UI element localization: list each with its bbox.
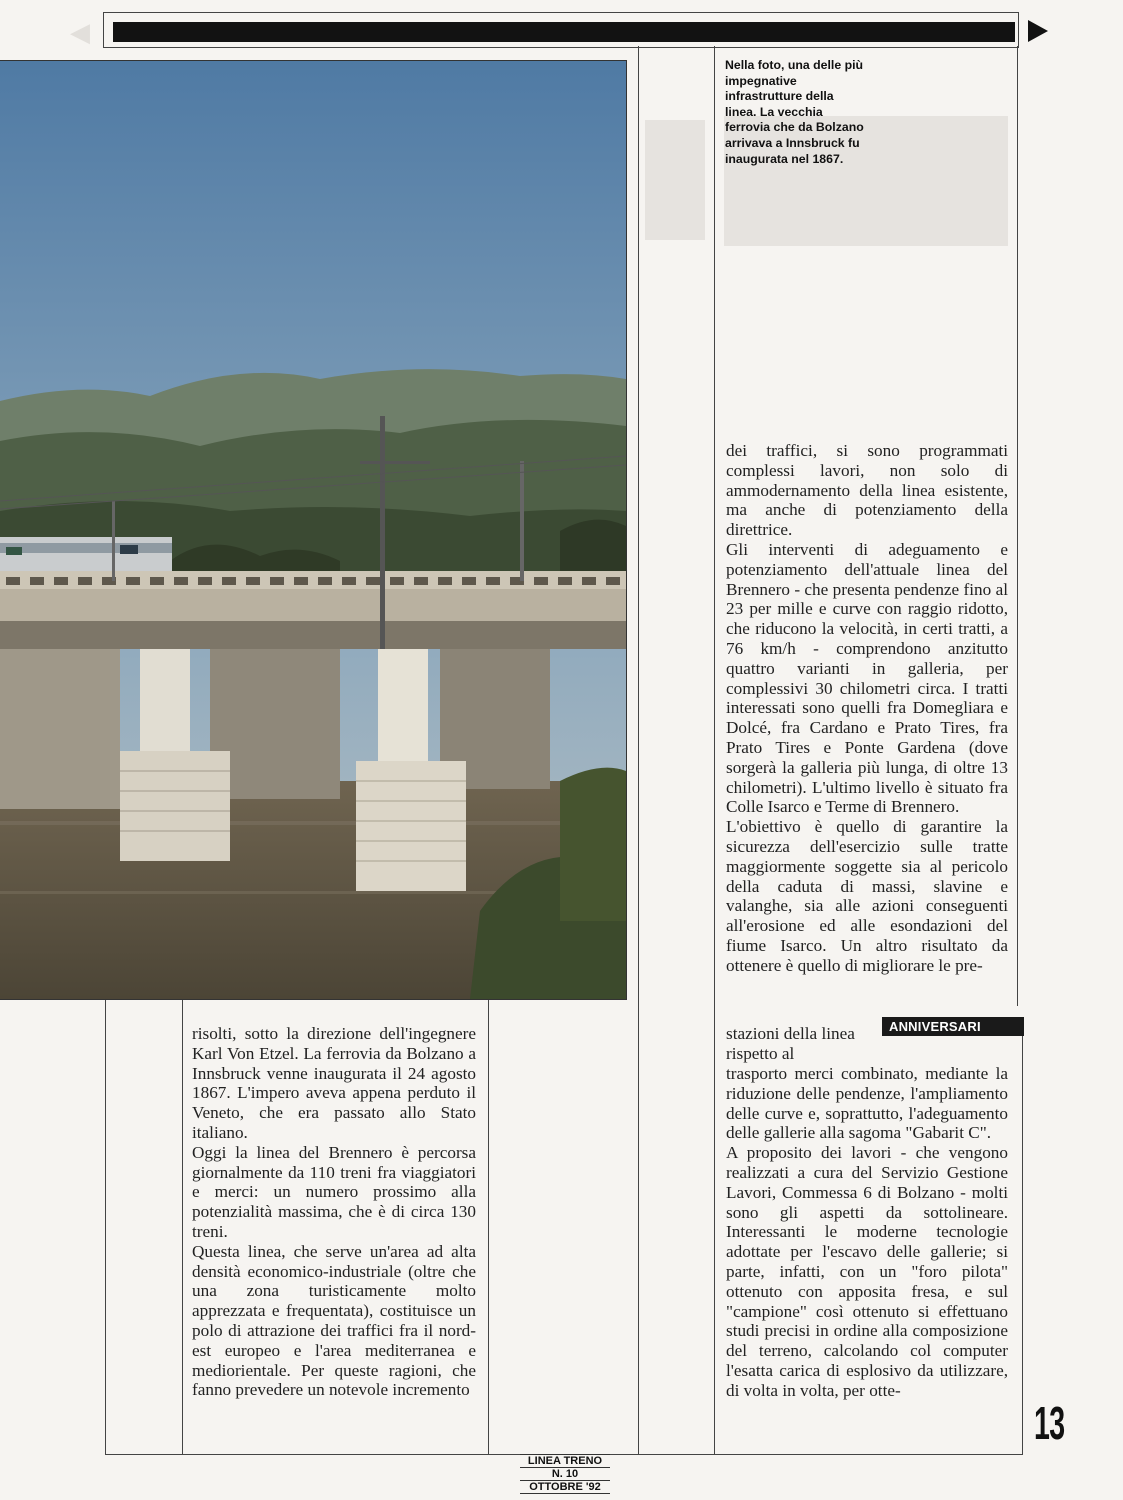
paragraph: dei traffici, si sono programmati complessi lavori, non solo di ammodernamento della linea esistente, ma anche di potenziamento della direttrice.: [726, 441, 1008, 540]
page-number: 13: [1034, 1397, 1065, 1449]
triangle-right-icon: [1028, 20, 1048, 42]
footer-title: LINEA TRENO: [520, 1454, 610, 1467]
column-rule: [714, 46, 715, 1454]
paragraph: Oggi la linea del Brennero è percorsa giornalmente da 110 treni fra viaggiatori e merci: un numero prossimo alla potenzialità massima, che è di circa 130 treni.: [192, 1142, 476, 1241]
magazine-footer: [520, 1454, 610, 1494]
paragraph: Gli interventi di adeguamento e potenziamento dell'attuale linea del Brennero - che presenta pendenze fino al 23 per mille e curve con raggio ridotto, che riducono la velocità, in certi tratti, a 76 km/h - comprendono anzitutto quattro varianti in galleria, per complessivi 30 chilometri circa. I tratti interessati sono quelli fra Domegliara e Dolcé, fra Cardano e Prato Tires, fra Prato Tires e Ponte Gardena (dove sorgerà la galleria più lunga, di oltre 13 chilometri). L'ultimo livello è situato fra Colle Isarco e Terme di Brennero.: [726, 539, 1008, 817]
paragraph: L'obiettivo è quello di garantire la sicurezza dell'esercizio sulle tratte maggiormente soggette sia al pericolo della caduta di massi, slavine e valanghe, sia alle azioni conseguenti all'erosione ed alle esondazioni del fiume Isarco. Un altro risultato da ottenere è quello di migliorare le pre-: [726, 817, 1008, 975]
paragraph: risolti, sotto la direzione dell'ingegnere Karl Von Etzel. La ferrovia da Bolzano a Innsbruck venne inaugurata il 24 agosto 1867. L'impero aveva appena perduto il Veneto, che era passato allo Stato italiano.: [192, 1024, 476, 1142]
paragraph: A proposito dei lavori - che vengono realizzati a cura del Servizio Gestione Lavori, Commessa 6 di Bolzano - molti sono gli aspetti da sottolineare. Interessanti le moderne tecnologie adottate per l'escavo delle gallerie; si parte, infatti, con un "foro pilota" ottenuto con apposita fresa, e sul "campione" così ottenuto si effettuano studi precisi in ordine alla composizione del terreno, calcolando col computer l'esatta carica di esplosivo da utilizzare, di volta in volta, per otte-: [726, 1143, 1008, 1400]
footer-issue: N. 10: [520, 1467, 610, 1480]
header-bar: [113, 22, 1015, 42]
section-tag: ANNIVERSARI: [882, 1017, 1024, 1036]
column-rule: [105, 998, 106, 1454]
paragraph: stazioni della linea rispetto al: [726, 1024, 855, 1063]
article-column-right: [726, 441, 1008, 976]
bridge-over-river-photo: [0, 60, 627, 1000]
column-rule: [1017, 46, 1018, 1006]
photo-caption: Nella foto, una delle più impegnative infrastrutture della linea. La vecchia ferrovia che da Bolzano arrivava a Innsbruck fu inaugurata nel 1867.: [725, 58, 864, 166]
column-rule: [488, 998, 489, 1454]
article-column-right-bottom: [726, 1064, 1008, 1401]
paragraph: Questa linea, che serve un'area ad alta densità economico-industriale (oltre che una zona turisticamente molto apprezzata e frequentata), costituisce un polo di attrazione dei traffici fra il nord-est europeo e l'area mediterranea e mediorientale. Per queste ragioni, che fanno prevedere un notevole incremento: [192, 1241, 476, 1400]
article-column-left: [192, 1024, 476, 1400]
paragraph: trasporto merci combinato, mediante la riduzione delle pendenze, l'ampliamento delle curve e, soprattutto, l'adeguamento delle gallerie alla sagoma "Gabarit C".: [726, 1064, 1008, 1143]
column-rule: [638, 46, 639, 1454]
bleed-through-box: [645, 120, 705, 240]
column-rule: [1022, 1036, 1023, 1454]
article-column-right-narrow: [726, 1024, 876, 1064]
photo-image: [0, 61, 626, 999]
triangle-left-icon: ◀: [70, 18, 90, 47]
column-rule: [182, 998, 183, 1454]
footer-date: OTTOBRE '92: [520, 1480, 610, 1494]
